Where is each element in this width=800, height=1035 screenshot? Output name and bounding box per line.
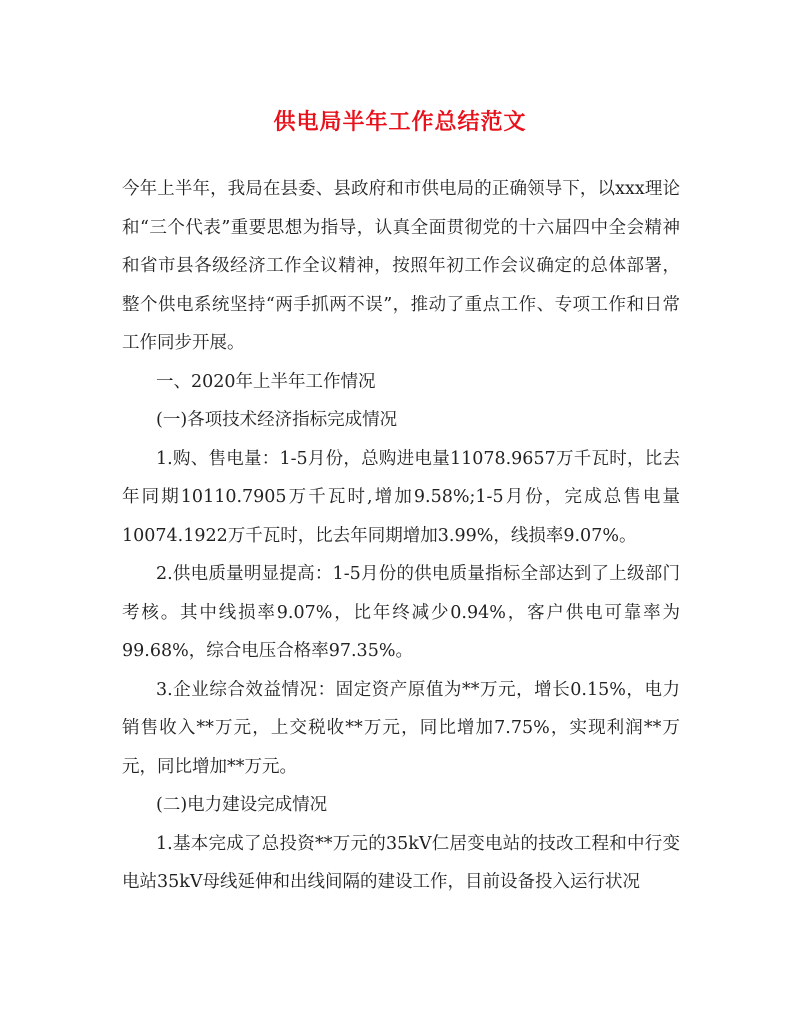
paragraph-construction: 1.基本完成了总投资**万元的35kV仁居变电站的技改工程和中行变电站35kV母线延伸和出线间隔的建设工作，目前设备投入运行状况 xyxy=(122,833,680,892)
paragraph-benefits: 3.企业综合效益情况：固定资产原值为**万元，增长0.15%，电力销售收入**万元，上交税收**万元，同比增加7.75%，实现利润**万元，同比增加**万元。 xyxy=(122,679,680,777)
paragraph-sales: 1.购、售电量：1-5月份，总购进电量11078.9657万千瓦时，比去年同期10110.7905万千瓦时,增加9.58%;1-5月份，完成总售电量10074.1922万千瓦时，比去年同期增加3.99%，线损率9.07%。 xyxy=(122,448,680,546)
document-title: 供电局半年工作总结范文 xyxy=(273,109,527,135)
subsection-heading-1: (一)各项技术经济指标完成情况 xyxy=(156,410,398,430)
document-body xyxy=(122,170,680,902)
paragraph-quality: 2.供电质量明显提高：1-5月份的供电质量指标全部达到了上级部门考核。其中线损率9.07%，比年终减少0.94%，客户供电可靠率为99.68%，综合电压合格率97.35%。 xyxy=(122,564,680,661)
section-heading-1: 一、2020年上半年工作情况 xyxy=(156,371,376,392)
subsection-heading-2: (二)电力建设完成情况 xyxy=(156,795,328,815)
paragraph-intro: 今年上半年，我局在县委、县政府和市供电局的正确领导下，以xxx理论和“三个代表”重要思想为指导，认真全面贯彻党的十六届四中全会精神和省市县各级经济工作全议精神，按照年初工作会议确定的总体部署，整个供电系统坚持“两手抓两不误”，推动了重点工作、专项工作和日常工作同步开展。 xyxy=(122,179,680,353)
